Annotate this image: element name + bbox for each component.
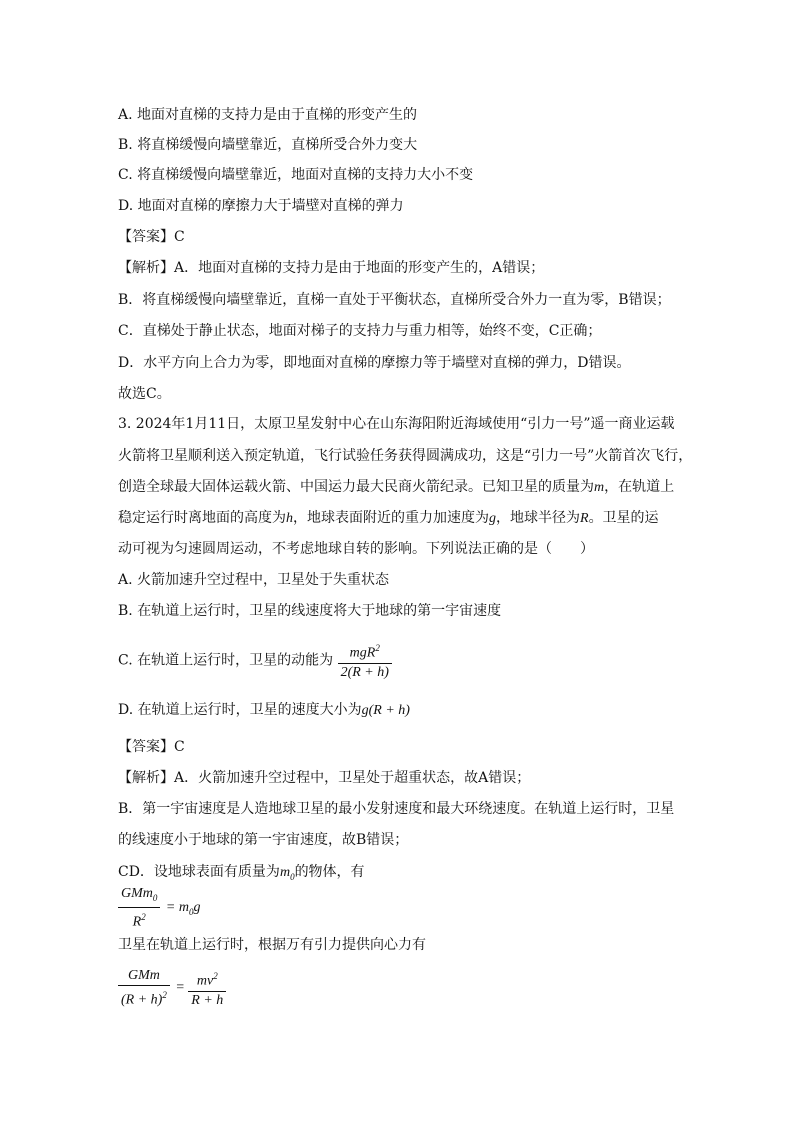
q3-stem-line4-a: 稳定运行时离地面的高度为 [118,510,286,526]
eq2-equals: = [175,980,185,996]
q3-var-m0 [280,865,295,880]
superscript: 2 [213,971,218,981]
eq1-den: R [132,914,142,930]
q2-answer: 【答案】C [118,229,185,245]
q3-var-h: h [286,511,293,526]
q3-option-c-num: mgR [349,645,376,661]
q3-analysis-cd-a: CD．设地球表面有质量为 [118,864,280,880]
q3-stem-line3 [118,477,674,498]
q3-analysis-cd-b: 的物体，有 [294,864,365,880]
q2-analysis-d: D．水平方向上合力为零，即地面对直梯的摩擦力等于墙壁对直梯的弹力，D错误。 [118,355,631,371]
q3-option-c [118,640,392,681]
q3-var-R: R [580,511,589,526]
q3-stem-line4-b: ，地球表面附近的重力加速度为 [293,510,489,526]
equation-1-rhs [166,900,201,917]
q3-analysis-b2: 的线速度小于地球的第一宇宙速度，故B错误； [118,832,409,848]
q3-analysis-cd [118,862,365,887]
eq1-rhs-end: g [193,899,201,915]
q3-var-m: m [594,480,605,495]
subscript: 0 [290,871,295,882]
q3-analysis-b1: B．第一宇宙速度是人造地球卫星的最小发射速度和最大环绕速度。在轨道上运行时，卫星 [118,801,675,817]
eq2-num: GMm [118,968,170,986]
equation-2 [118,968,226,1009]
subscript: 0 [152,892,158,903]
q3-option-c-den: 2(R + h) [340,664,389,680]
q3-option-d [118,700,410,721]
superscript: 2 [141,911,146,922]
q3-option-a: A. 火箭加速升空过程中，卫星处于失重状态 [118,572,390,588]
superscript: 2 [162,990,167,1000]
subscript: 0 [188,906,194,917]
gravity-text: 卫星在轨道上运行时，根据万有引力提供向心力有 [118,937,426,953]
q3-stem-line4 [118,508,659,529]
q2-option-a: A. 地面对直梯的支持力是由于直梯的形变产生的 [118,107,418,123]
q2-analysis-b: B．将直梯缓慢向墙壁靠近，直梯一直处于平衡状态，直梯所受合外力一直为零，B错误； [118,292,671,308]
eq2-rden: R + h [191,992,224,1008]
q3-var-g: g [489,511,496,526]
q3-option-d-text: D. 在轨道上运行时，卫星的速度大小为 [118,702,362,718]
eq2-rnum: mv [196,973,214,989]
q3-stem-line2: 火箭将卫星顺利送入预定轨道，飞行试验任务获得圆满成功，这是“引力一号”火箭首次飞行， [118,448,693,464]
q3-stem-line5: 动可视为匀速圆周运动，不考虑地球自转的影响。下列说法正确的是（ ） [118,541,594,557]
q2-conclusion: 故选C。 [118,386,171,402]
equation-1 [118,886,200,930]
q3-analysis-a: 【解析】A．火箭加速升空过程中，卫星处于超重状态，故A错误； [118,770,531,786]
q2-option-d: D. 地面对直梯的摩擦力大于墙壁对直梯的弹力 [118,198,404,214]
q3-stem-line3-text: 创造全球最大固体运载火箭、中国运力最大民商火箭纪录。已知卫星的质量为 [118,479,594,495]
q3-stem-line1: 3. 2024年1月11日，太原卫星发射中心在山东海阳附近海域使用“引力一号”遥一商业运载 [118,416,675,432]
eq2-den: (R + h) [121,992,163,1008]
equation-2-rhs [188,968,226,1009]
q2-analysis-c: C．直梯处于静止状态，地面对梯子的支持力与重力相等，始终不变，C正确； [118,323,602,339]
q3-option-b: B. 在轨道上运行时，卫星的线速度将大于地球的第一宇宙速度 [118,603,502,619]
q3-stem-line4-d: 。卫星的运 [588,510,659,526]
q3-stem-line4-c: ，地球半径为 [496,510,580,526]
q2-option-b: B. 将直梯缓慢向墙壁靠近，直梯所受合外力变大 [118,137,418,153]
q2-option-c: C. 将直梯缓慢向墙壁靠近，地面对直梯的支持力大小不变 [118,167,474,183]
eq1-num: GMm [121,886,153,901]
q2-analysis-a: 【解析】A．地面对直梯的支持力是由于地面的形变产生的，A错误； [118,260,545,276]
eq1-rhs: = m [165,899,189,915]
q3-option-c-text: C. 在轨道上运行时，卫星的动能为 [118,652,334,669]
q3-option-c-fraction [338,640,392,681]
equation-2-lhs [118,968,170,1009]
q3-answer: 【答案】C [118,739,185,755]
equation-1-fraction [118,886,160,930]
superscript: 2 [375,643,380,653]
m-var: m [279,865,291,880]
q3-stem-line3-end: ，在轨道上 [604,479,675,495]
q3-option-d-math: g(R + h) [361,703,410,718]
